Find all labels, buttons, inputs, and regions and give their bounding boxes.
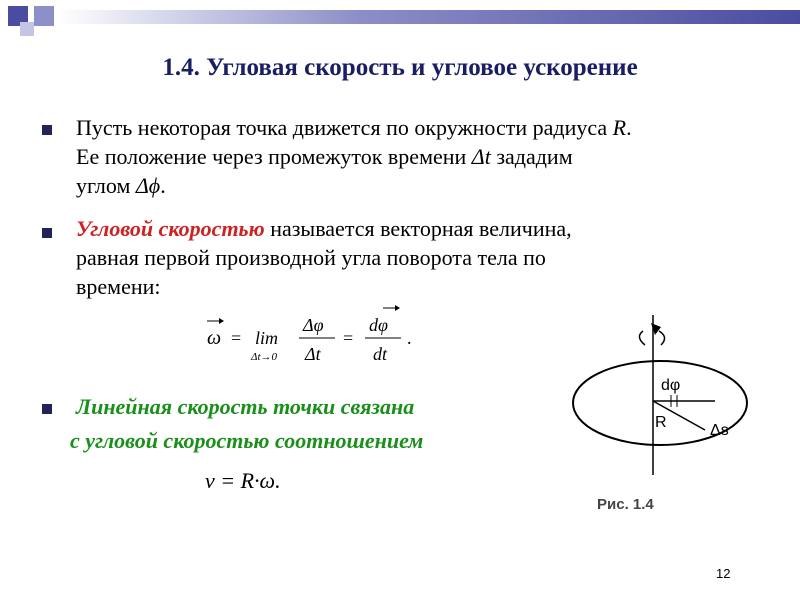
linear-velocity-line-1: Линейная скорость точки связана (76, 394, 415, 419)
text: . (160, 173, 166, 198)
omega-symbol: ω (207, 327, 222, 349)
bullet (42, 404, 52, 414)
period: . (407, 328, 412, 348)
header-gradient-band (58, 10, 800, 24)
equals-sign: = (231, 328, 242, 348)
dphi-label: dφ (661, 377, 681, 394)
text: равная первой производной угла поворота тела по (76, 245, 546, 270)
text: времени: (76, 274, 161, 299)
figure-caption: Рис. 1.4 (597, 496, 654, 513)
arc-label: Δs (710, 422, 729, 439)
dt-symbol: Δt (471, 144, 491, 169)
text: . (626, 115, 632, 140)
lim-operator: lim (255, 328, 279, 348)
paragraph-1 (76, 113, 632, 200)
text: Пусть некоторая точка движется по окружности радиуса (76, 115, 613, 140)
page-number: 12 (716, 566, 731, 581)
definition-term: Угловой скоростью (76, 216, 265, 241)
text: углом (76, 173, 136, 198)
equals-sign: = (343, 328, 354, 348)
angular-velocity-formula (195, 298, 435, 378)
header-decoration (0, 0, 800, 34)
bullet (42, 228, 52, 238)
derivative-numerator: dφ (369, 315, 388, 335)
rotation-figure (565, 315, 765, 525)
fraction-numerator: Δφ (303, 315, 324, 335)
slide-title: 1.4. Угловая скорость и угловое ускорение (162, 54, 638, 81)
bullet (42, 125, 52, 135)
deco-square (34, 6, 54, 26)
linear-velocity-line-2: с угловой скоростью соотношением (70, 428, 424, 453)
linear-velocity-equation: v = R·ω. (205, 468, 281, 493)
paragraph-2 (76, 214, 572, 301)
fraction-denominator: Δt (305, 344, 321, 364)
angle-symbol: Δϕ (135, 173, 161, 198)
text: зададим (490, 144, 573, 169)
radius-symbol: R (612, 115, 627, 140)
text: называется векторная величина, (264, 216, 572, 241)
radius-label: R (655, 414, 667, 431)
text: Ее положение через промежуток времени (76, 144, 472, 169)
derivative-denominator: dt (373, 344, 388, 364)
deco-square (20, 22, 34, 36)
lim-subscript: Δt→0 (251, 351, 278, 363)
